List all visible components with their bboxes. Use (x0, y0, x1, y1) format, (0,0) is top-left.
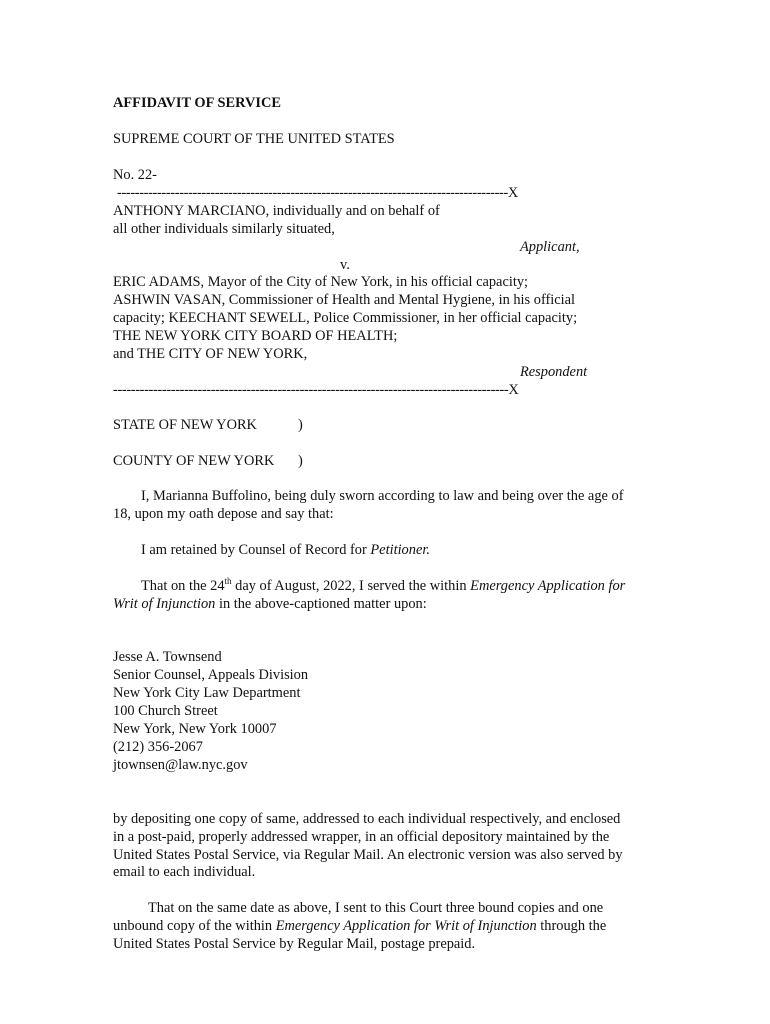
recipient-name: Jesse A. Townsend (113, 649, 222, 665)
recipient-department: New York City Law Department (113, 685, 301, 701)
venue-county-paren: ) (298, 453, 303, 469)
recipient-phone: (212) 356-2067 (113, 739, 203, 755)
caption-divider-bottom: -----------------------------------------------------------------------------------------X (113, 382, 519, 398)
applicant-role: Applicant, (520, 239, 580, 255)
para4-line1: by depositing one copy of same, addressed to each individual respectively, and enclosed (113, 811, 621, 827)
recipient-title: Senior Counsel, Appeals Division (113, 667, 309, 683)
para3-line1: That on the 24th day of August, 2022, I served the within Emergency Application for (141, 576, 626, 594)
para2: I am retained by Counsel of Record for Petitioner. (141, 542, 430, 558)
respondent-line-2: ASHWIN VASAN, Commissioner of Health and Mental Hygiene, in his official (113, 292, 576, 308)
para4-line4: email to each individual. (113, 864, 256, 880)
docket-number: No. 22- (113, 167, 157, 183)
para4-line2: in a post-paid, properly addressed wrapper, in an official depository maintained by the (113, 829, 610, 845)
para5-line2: unbound copy of the within Emergency Application for Writ of Injunction through the (113, 918, 607, 934)
applicant-name-line2: all other individuals similarly situated, (113, 221, 335, 237)
caption-divider-top: ----------------------------------------------------------------------------------------X (117, 185, 518, 201)
respondent-line-5: and THE CITY OF NEW YORK, (113, 346, 308, 362)
para1-line2: 18, upon my oath depose and say that: (113, 506, 334, 522)
para5-line3: United States Postal Service by Regular Mail, postage prepaid. (113, 936, 476, 952)
recipient-street: 100 Church Street (113, 703, 218, 719)
venue-county: COUNTY OF NEW YORK (113, 453, 275, 469)
para1-line1: I, Marianna Buffolino, being duly sworn according to law and being over the age of (141, 488, 624, 504)
court-name: SUPREME COURT OF THE UNITED STATES (113, 131, 395, 147)
venue-state: STATE OF NEW YORK (113, 417, 257, 433)
recipient-email: jtownsen@law.nyc.gov (113, 757, 248, 773)
versus: v. (340, 257, 350, 273)
venue-state-paren: ) (298, 417, 303, 433)
recipient-city: New York, New York 10007 (113, 721, 277, 737)
para5-line1: That on the same date as above, I sent to this Court three bound copies and one (148, 900, 604, 916)
document-title: AFFIDAVIT OF SERVICE (113, 95, 281, 111)
para4-line3: United States Postal Service, via Regular Mail. An electronic version was also served by (113, 847, 623, 863)
applicant-name-line1: ANTHONY MARCIANO, individually and on behalf of (113, 203, 440, 219)
para3-line2: Writ of Injunction in the above-captioned matter upon: (113, 596, 427, 612)
respondent-line-1: ERIC ADAMS, Mayor of the City of New York, in his official capacity; (113, 274, 529, 290)
respondent-role: Respondent (520, 364, 588, 380)
respondent-line-4: THE NEW YORK CITY BOARD OF HEALTH; (113, 328, 398, 344)
respondent-line-3: capacity; KEECHANT SEWELL, Police Commissioner, in her official capacity; (113, 310, 578, 326)
